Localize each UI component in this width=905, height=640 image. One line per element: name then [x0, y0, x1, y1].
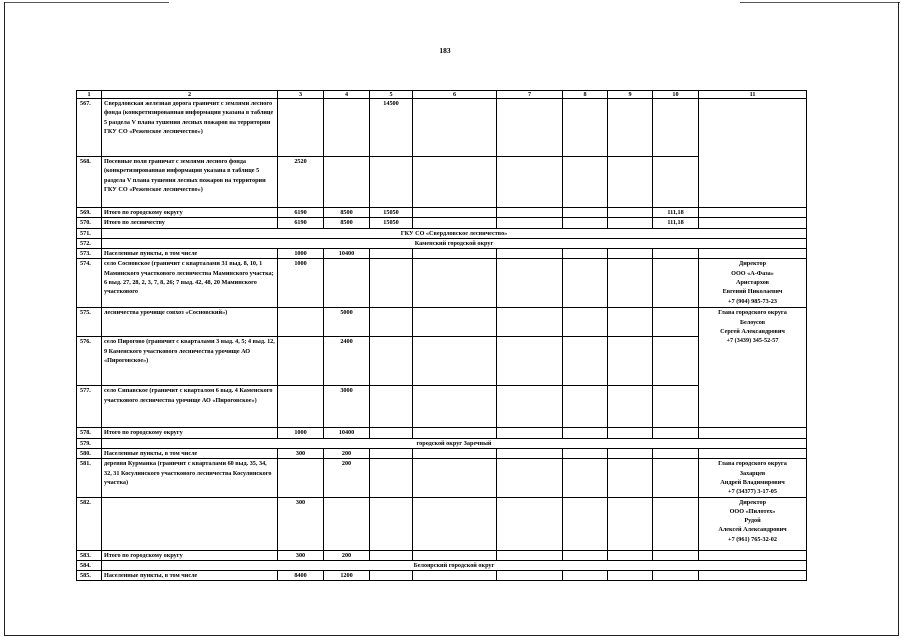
- col-header: 11: [699, 91, 807, 99]
- contact-zakhartsev: [699, 459, 807, 497]
- col-header: 7: [497, 91, 563, 99]
- cell-value: 200: [324, 449, 370, 459]
- page-number: 183: [439, 46, 451, 55]
- contact-line: +7 (34377) 3-17-05: [728, 488, 777, 496]
- row-number: 578.: [77, 428, 102, 438]
- contact-line: Сергей Александрович: [720, 328, 785, 336]
- row-number: 576.: [77, 337, 102, 386]
- table-row: [77, 337, 807, 386]
- row-number: 570.: [77, 218, 102, 228]
- cell-value: 1200: [324, 571, 370, 581]
- contact-pilotekh: [699, 497, 807, 550]
- cell-value: 10400: [324, 249, 370, 259]
- table-row: [77, 449, 807, 459]
- contact-line: Евгений Николаевич: [722, 288, 783, 296]
- cell-value: 10400: [324, 428, 370, 438]
- cell-value: 2520: [278, 157, 324, 208]
- row-description: лесничества урочище совхоз «Сосновский»): [102, 308, 278, 337]
- cell-value: 300: [278, 497, 324, 550]
- table-row: [77, 459, 807, 497]
- table-row: [77, 157, 807, 208]
- cell-value: 5000: [324, 308, 370, 337]
- table-row: [77, 238, 807, 248]
- row-description: село Пирогово (граничит с кварталами 3 выд. 4, 5; 4 выд. 12, 9 Каменского участкового лесничества урочище АО «Пироговское»): [102, 337, 278, 386]
- table-row: [77, 550, 807, 560]
- row-number: 568.: [77, 157, 102, 208]
- row-description: Свердловская железная дорога граничит с землями лесного фонда (конкретизированная информация указана в таблице 5 раздела V плана тушения лесных пожаров на территории ГКУ СО «Режевское лесничество»): [102, 99, 278, 157]
- contact-line: Глава городского округа: [718, 309, 787, 317]
- cell-value: 15050: [370, 218, 413, 228]
- cell-value: 111,18: [653, 208, 699, 218]
- cell-value: 300: [278, 449, 324, 459]
- col-header: 3: [278, 91, 324, 99]
- row-number: 577.: [77, 386, 102, 428]
- row-description: Населенные пункты, в том числе: [102, 571, 278, 581]
- table-row: [77, 497, 807, 550]
- cell-value: 1000: [278, 428, 324, 438]
- cell-value: 6190: [278, 218, 324, 228]
- row-number: 572.: [77, 238, 102, 248]
- row-number: 575.: [77, 308, 102, 337]
- table-row: [77, 228, 807, 238]
- section-title: ГКУ СО «Свердловское лесничество»: [102, 228, 807, 238]
- contact-line: Директор: [738, 260, 767, 268]
- contact-line: ООО «Пилотех»: [729, 507, 776, 515]
- contact-line: Аристархов: [735, 279, 769, 287]
- table-row: [77, 218, 807, 228]
- cell-value: 111,18: [653, 218, 699, 228]
- row-number: 580.: [77, 449, 102, 459]
- row-number: 579.: [77, 438, 102, 448]
- table-row: [77, 438, 807, 448]
- cell-value: 14500: [370, 99, 413, 157]
- section-title: городской округ Заречный: [102, 438, 807, 448]
- table-row: [77, 259, 807, 308]
- row-number: 585.: [77, 571, 102, 581]
- col-header: 9: [608, 91, 653, 99]
- col-header: 1: [77, 91, 102, 99]
- cell-value: 300: [278, 550, 324, 560]
- row-description: Итого по городскому округу: [102, 208, 278, 218]
- contact-line: Алексей Александрович: [718, 526, 787, 534]
- section-title: Белоярский городской округ: [102, 560, 807, 570]
- table-row: [77, 208, 807, 218]
- contact-line: Директор: [738, 498, 767, 506]
- row-number: 569.: [77, 208, 102, 218]
- contact-line: Белоусов: [739, 318, 766, 326]
- row-number: 571.: [77, 228, 102, 238]
- contact-line: +7 (3439) 345-52-57: [726, 337, 779, 345]
- table-row: [77, 308, 807, 337]
- col-header: 5: [370, 91, 413, 99]
- table-row: [77, 249, 807, 259]
- cell-value: 200: [324, 459, 370, 497]
- row-description: Итого по городскому округу: [102, 550, 278, 560]
- row-description: Итого по лесничеству: [102, 218, 278, 228]
- col-header: 2: [102, 91, 278, 99]
- table-row: [77, 386, 807, 428]
- data-table: [76, 90, 807, 581]
- cell-value: 6190: [278, 208, 324, 218]
- row-number: 567.: [77, 99, 102, 157]
- row-description: село Сипавское (граничит с кварталом 6 выд. 4 Каменского участкового лесничества урочище АО «Пироговское»): [102, 386, 278, 428]
- col-header: 6: [413, 91, 497, 99]
- row-number: 583.: [77, 550, 102, 560]
- table-row: [77, 560, 807, 570]
- row-description: Посевные поля граничат с землями лесного фонда (конкретизированная информация указана в таблице 5 раздела V плана тушения лесных пожаров на территории ГКУ СО «Режевское лесничество»): [102, 157, 278, 208]
- cell-value: 3000: [324, 386, 370, 428]
- contact-line: Захарцев: [739, 469, 766, 477]
- table-row: [77, 99, 807, 157]
- cell-value: 1000: [278, 249, 324, 259]
- row-number: 581.: [77, 459, 102, 497]
- cell-value: 8500: [324, 208, 370, 218]
- contact-line: ООО «А-Фаза»: [731, 269, 774, 277]
- row-number: 584.: [77, 560, 102, 570]
- table-row: [77, 428, 807, 438]
- cell-value: 2400: [324, 337, 370, 386]
- cell-value: 8500: [324, 218, 370, 228]
- col-header: 4: [324, 91, 370, 99]
- contact-belousov: [699, 308, 807, 428]
- cell-value: 15050: [370, 208, 413, 218]
- row-description: [102, 497, 278, 550]
- column-header-row: [77, 91, 807, 99]
- row-description: деревня Курманка (граничит с кварталами 60 выд. 35, 34, 32, 31 Косулинского участкового лесничества Косулинского участка): [102, 459, 278, 497]
- row-description: Итого по городскому округу: [102, 428, 278, 438]
- contact-line: Рудой: [744, 517, 761, 525]
- row-description: Населенные пункты, в том числе: [102, 249, 278, 259]
- cell-value: 8400: [278, 571, 324, 581]
- contact-line: +7 (904) 985-73-23: [728, 297, 777, 305]
- contact-line: Глава городского округа: [718, 460, 787, 468]
- row-description: Населенные пункты, в том числе: [102, 449, 278, 459]
- row-description: село Сосновское (граничит с кварталами 31 выд. 8, 10, 1 Маминского участкового лесничества Маминского участка; 6 выд. 27, 28, 2, 3, 7, 8, 26; 7 выд. 42, 48, 20 Маминского участкового: [102, 259, 278, 308]
- table-row: [77, 571, 807, 581]
- cell-value: 200: [324, 550, 370, 560]
- col-header: 8: [563, 91, 608, 99]
- cell-value: 1000: [278, 259, 324, 308]
- row-number: 574.: [77, 259, 102, 308]
- contact-afaza: [699, 259, 807, 308]
- contact-line: +7 (961) 765-32-02: [728, 535, 777, 543]
- row-number: 573.: [77, 249, 102, 259]
- contact-line: Андрей Владимирович: [720, 478, 785, 486]
- section-title: Каменский городской округ: [102, 238, 807, 248]
- row-number: 582.: [77, 497, 102, 550]
- col-header: 10: [653, 91, 699, 99]
